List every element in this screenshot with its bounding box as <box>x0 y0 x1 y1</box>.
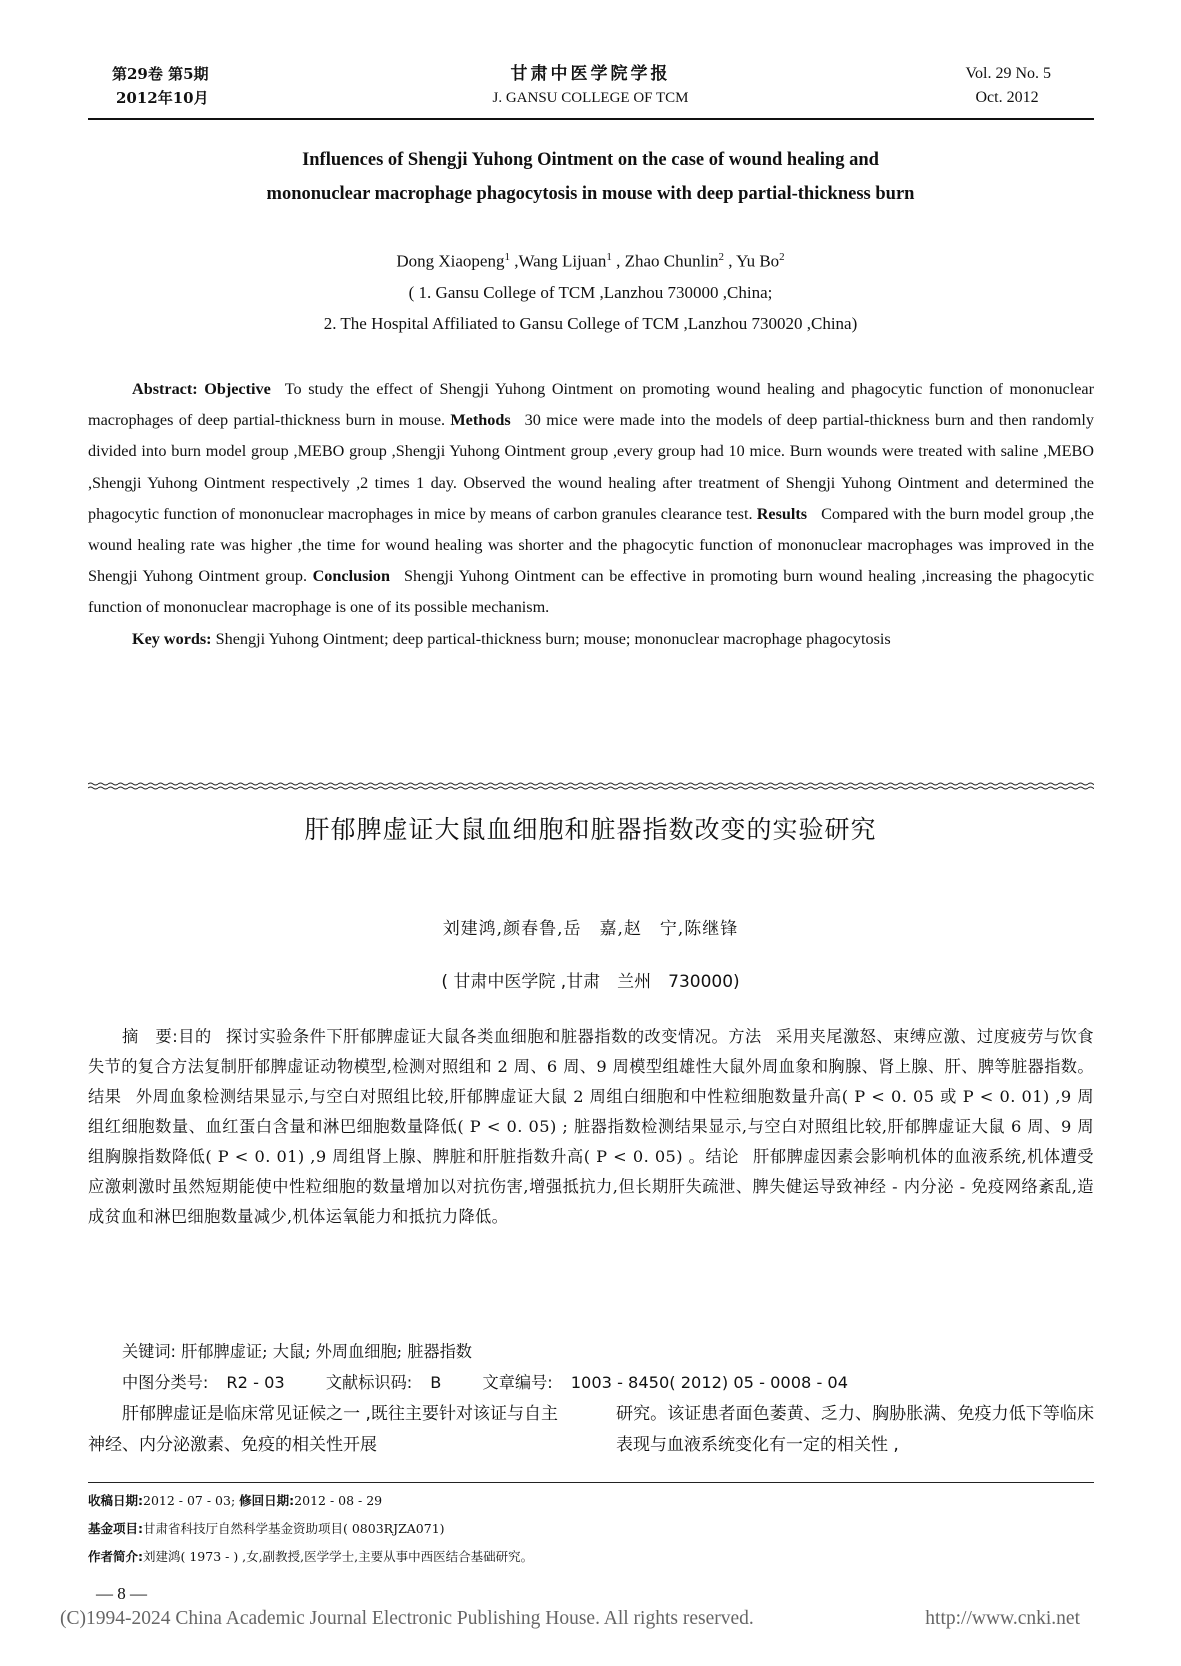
english-author-list: Dong Xiaopeng$^1$ ,Wang Lijuan$^1$ , Zhao Chunlin$^2$ , Yu Bo$^2$ <box>396 251 785 271</box>
english-affiliation-1: ( 1. Gansu College of TCM ,Lanzhou 730000 ,China; <box>408 282 773 302</box>
cn-abstract-label: 摘 要: <box>122 1027 179 1046</box>
header-date: 2012年10月 <box>116 89 209 107</box>
chinese-keywords <box>88 1337 1128 1367</box>
conclusion-label: Conclusion <box>312 567 390 586</box>
methods-label: Methods <box>450 411 511 430</box>
english-title-line2: mononuclear macrophage phagocytosis in mouse with deep partial-thickness burn <box>266 184 915 204</box>
cn-conclusion-label: 结论 <box>705 1147 739 1166</box>
header-vol-no: Vol. 29 No. 5 <box>965 65 1051 82</box>
fund-value: 甘肃省科技厅自然科学基金资助项目( 0803RJZA071) <box>143 1521 445 1536</box>
cn-objective-label: 目的 <box>178 1027 212 1046</box>
english-title <box>100 143 1081 211</box>
header-rule <box>88 118 1094 120</box>
doc-code <box>326 1373 460 1392</box>
cn-keywords-text: 肝郁脾虚证; 大鼠; 外周血细胞; 脏器指数 <box>181 1342 472 1361</box>
conclusion-text: Shengji Yuhong Ointment can be effective in promoting burn wound healing ,increasing the phagocytic function of mononuclear macrophage is one of its possible mechanism. <box>88 567 1095 617</box>
wavy-separator <box>88 782 1094 790</box>
cn-methods-label: 方法 <box>728 1027 762 1046</box>
author-affil-mark: 2 <box>779 251 785 263</box>
body-column-left <box>88 1399 558 1461</box>
doccode-value: B <box>430 1373 442 1392</box>
chinese-title: 肝郁脾虚证大鼠血细胞和脏器指数改变的实验研究 <box>304 815 877 844</box>
keywords-text: Shengji Yuhong Ointment; deep partical-thickness burn; mouse; mononuclear macrophage phagocytosis <box>215 629 891 648</box>
chinese-affiliation: ( 甘肃中医学院 ,甘肃 兰州 730000) <box>441 972 740 992</box>
cn-results-text: 外周血象检测结果显示,与空白对照组比较,肝郁脾虚证大鼠 2 周组白细胞和中性粒细胞数量升高( P < 0. 05 或 P < 0. 01) ,9 周组红细胞数量、血红蛋白含量和淋巴细胞数量降低( P < 0. 05) ; 脏器指数检测结果显示,与空白对照组比较,肝郁脾虚证大鼠 6 周、9 周组胸腺指数降低( P < 0. 01) ,9 周组肾上腺、脾脏和肝脏指数升高( P < 0. 05) 。 <box>88 1087 1094 1166</box>
english-affiliation-2: 2. The Hospital Affiliated to Gansu College of TCM ,Lanzhou 730020 ,China) <box>323 313 858 333</box>
received-value: 2012 - 07 - 03; <box>143 1493 236 1508</box>
footnote-dates <box>88 1492 1094 1510</box>
revised-value: 2012 - 08 - 29 <box>294 1493 383 1508</box>
fund-label: 基金项目: <box>88 1521 143 1536</box>
footnote-rule <box>88 1482 1094 1483</box>
author-name: Dong Xiaopeng <box>396 251 505 271</box>
classification-codes <box>88 1368 1128 1398</box>
author-affil-mark: 1 <box>504 251 510 263</box>
english-keywords <box>88 624 1094 655</box>
footnote-fund <box>88 1520 1094 1538</box>
cn-methods-text: 采用夹尾激怒、束缚应激、过度疲劳与饮食失节的复合方法复制肝郁脾虚证动物模型,检测对照组和 2 周、6 周、9 周模型组雄性大鼠外周血象和胸腺、肾上腺、肝、脾等脏器指数。 <box>88 1027 1094 1076</box>
article-label: 文章编号: <box>482 1373 553 1392</box>
author-name: Zhao Chunlin <box>624 251 719 271</box>
cn-results-label: 结果 <box>88 1087 122 1106</box>
body-column-right <box>616 1399 1094 1461</box>
header-journal-en: J. GANSU COLLEGE OF TCM <box>492 90 689 106</box>
body-text-left: 肝郁脾虚证是临床常见证候之一 ,既往主要针对该证与自主神经、内分泌激素、免疫的相关性开展 <box>88 1404 558 1455</box>
author-affil-mark: 2 <box>718 251 725 263</box>
english-title-line1: Influences of Shengji Yuhong Ointment on the case of wound healing and <box>302 150 879 170</box>
methods-text: 30 mice were made into the models of deep partial-thickness burn and then randomly divided into burn model group ,MEBO group ,Shengji Yuhong Ointment group ,every group had 10 mice. Burn wounds were treated with saline ,MEBO ,Shengji Yuhong Ointment respectively ,2 times 1 day. Observed the wound healing after treatment of Shengji Yuhong Ointment and determined the phagocytic function of mononuclear macrophages in mice by means of carbon granules clearance test. <box>88 411 1094 523</box>
cn-objective-text: 探讨实验条件下肝郁脾虚证大鼠各类血细胞和脏器指数的改变情况。 <box>225 1027 729 1046</box>
bio-label: 作者简介: <box>88 1549 143 1564</box>
chinese-abstract <box>88 1022 1094 1232</box>
body-text-right: 研究。该证患者面色萎黄、乏力、胸胁胀满、免疫力低下等临床表现与血液系统变化有一定的相关性 , <box>616 1404 1094 1455</box>
keywords-label: Key words: <box>132 629 212 648</box>
english-abstract-para <box>88 374 1094 624</box>
objective-text: To study the effect of Shengji Yuhong Ointment on promoting wound healing and phagocytic function of mononuclear macrophages of deep partial-thickness burn in mouse. <box>88 380 1094 430</box>
english-authors <box>0 242 1181 339</box>
english-abstract <box>88 374 1094 655</box>
doccode-label: 文献标识码: <box>325 1373 413 1392</box>
abstract-label: Abstract: <box>132 380 198 398</box>
article-value: 1003 - 8450( 2012) 05 - 0008 - 04 <box>570 1373 849 1392</box>
chinese-abstract-para <box>88 1022 1094 1232</box>
cn-conclusion-text: 肝郁脾虚因素会影响机体的血液系统,机体遭受应激刺激时虽然短期能使中性粒细胞的数量增加以对抗伤害,增强抵抗力,但长期肝失疏泄、脾失健运导致神经 - 内分泌 - 免疫网络紊乱,造成贫血和淋巴细胞数量减少,机体运氧能力和抵抗力降低。 <box>88 1147 1094 1226</box>
bio-value: 刘建鸿( 1973 - ) ,女,副教授,医学学士,主要从事中西医结合基础研究。 <box>143 1549 534 1564</box>
results-text: Compared with the burn model group ,the wound healing rate was higher ,the time for wound healing was shorter and the phagocytic function of mononuclear macrophages was improved in the Shengji Yuhong Ointment group. <box>88 504 1094 586</box>
copyright-notice <box>60 1604 1120 1634</box>
footnote-author-bio <box>88 1548 1094 1566</box>
author-name: Wang Lijuan <box>518 251 607 271</box>
clc-code <box>122 1373 303 1392</box>
clc-value: R2 - 03 <box>226 1373 285 1392</box>
header-volume: 第29卷 第5期 <box>112 65 209 83</box>
copyright-url[interactable]: http://www.cnki.net <box>925 1608 1080 1629</box>
article-number <box>483 1373 867 1392</box>
results-label: Results <box>756 504 808 523</box>
author-name: Yu Bo <box>736 251 780 271</box>
received-label: 收稿日期: <box>88 1493 143 1508</box>
header-journal-cn: 甘肃中医学院学报 <box>510 64 671 84</box>
cn-keywords-label: 关键词: <box>122 1342 177 1361</box>
copyright-text: (C)1994-2024 China Academic Journal Electronic Publishing House. All rights reserved. <box>60 1608 754 1629</box>
chinese-authors: 刘建鸿,颜春鲁,岳 嘉,赵 宁,陈继锋 <box>442 919 739 939</box>
author-affil-mark: 1 <box>606 251 612 263</box>
clc-label: 中图分类号: <box>122 1373 209 1392</box>
page-number: — 8 — <box>96 1584 147 1603</box>
header-month: Oct. 2012 <box>975 89 1039 106</box>
objective-label: Objective <box>204 380 271 398</box>
header-vol-en <box>966 62 1052 110</box>
revised-label: 修回日期: <box>239 1493 295 1508</box>
